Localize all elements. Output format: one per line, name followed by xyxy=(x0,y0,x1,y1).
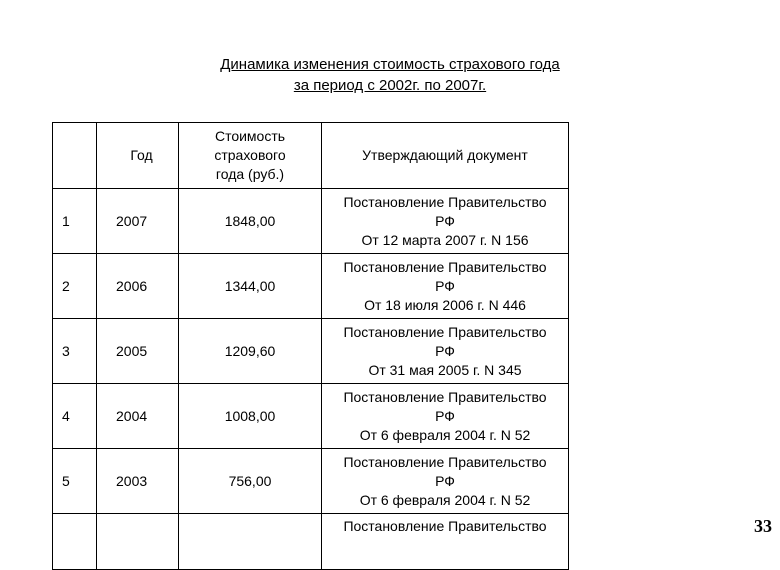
title-line-2: за период с 2002г. по 2007г. xyxy=(293,77,487,94)
document-date-number: От 6 февраля 2004 г. N 52 xyxy=(359,426,531,443)
row-document xyxy=(322,514,569,570)
row-number: 3 xyxy=(53,319,97,384)
row-cost: 1344,00 xyxy=(179,254,322,319)
document-type: Постановление Правительство xyxy=(343,388,547,405)
row-number xyxy=(53,514,97,570)
document-date-number: От 12 марта 2007 г. N 156 xyxy=(361,231,529,248)
page-number: 33 xyxy=(754,516,772,536)
row-year: 2003 xyxy=(97,449,179,514)
document-country: РФ xyxy=(435,407,455,424)
row-cost: 756,00 xyxy=(179,449,322,514)
row-cost xyxy=(179,514,322,570)
header-cost xyxy=(179,123,322,189)
insurance-year-cost-table xyxy=(52,122,569,570)
header-document: Утверждающий документ xyxy=(322,123,569,189)
document-country: РФ xyxy=(435,277,455,294)
document-country: РФ xyxy=(435,212,455,229)
document-title xyxy=(0,54,780,96)
document-type: Постановление Правительство xyxy=(343,193,547,210)
row-number: 4 xyxy=(53,384,97,449)
row-year: 2005 xyxy=(97,319,179,384)
table-row xyxy=(53,514,569,570)
document-type: Постановление Правительство xyxy=(343,323,547,340)
row-document xyxy=(322,384,569,449)
row-number: 5 xyxy=(53,449,97,514)
title-line-1: Динамика изменения стоимость страхового года xyxy=(220,56,560,73)
row-document xyxy=(322,254,569,319)
document-date-number: От 18 июля 2006 г. N 446 xyxy=(364,296,526,313)
header-cost-line-2: страхового xyxy=(214,147,286,163)
document-type: Постановление Правительство xyxy=(343,518,547,534)
document-type: Постановление Правительство xyxy=(343,258,547,275)
header-year: Год xyxy=(97,123,179,189)
row-year: 2007 xyxy=(97,189,179,254)
document-country: РФ xyxy=(435,342,455,359)
table-row xyxy=(53,319,569,384)
document-type: Постановление Правительство xyxy=(343,453,547,470)
header-cost-line-1: Стоимость xyxy=(214,128,286,144)
row-year: 2006 xyxy=(97,254,179,319)
row-cost: 1008,00 xyxy=(179,384,322,449)
row-year xyxy=(97,514,179,570)
row-cost: 1848,00 xyxy=(179,189,322,254)
row-number: 1 xyxy=(53,189,97,254)
table-header-row xyxy=(53,123,569,189)
row-document xyxy=(322,189,569,254)
row-year: 2004 xyxy=(97,384,179,449)
header-number xyxy=(53,123,97,189)
row-document xyxy=(322,319,569,384)
table-row xyxy=(53,449,569,514)
document-date-number: От 6 февраля 2004 г. N 52 xyxy=(359,491,531,508)
document-date-number: От 31 мая 2005 г. N 345 xyxy=(368,361,522,378)
row-document xyxy=(322,449,569,514)
row-number: 2 xyxy=(53,254,97,319)
table-row xyxy=(53,189,569,254)
row-cost: 1209,60 xyxy=(179,319,322,384)
table-row xyxy=(53,384,569,449)
header-cost-line-3: года (руб.) xyxy=(215,166,285,182)
document-country: РФ xyxy=(435,472,455,489)
table-row xyxy=(53,254,569,319)
